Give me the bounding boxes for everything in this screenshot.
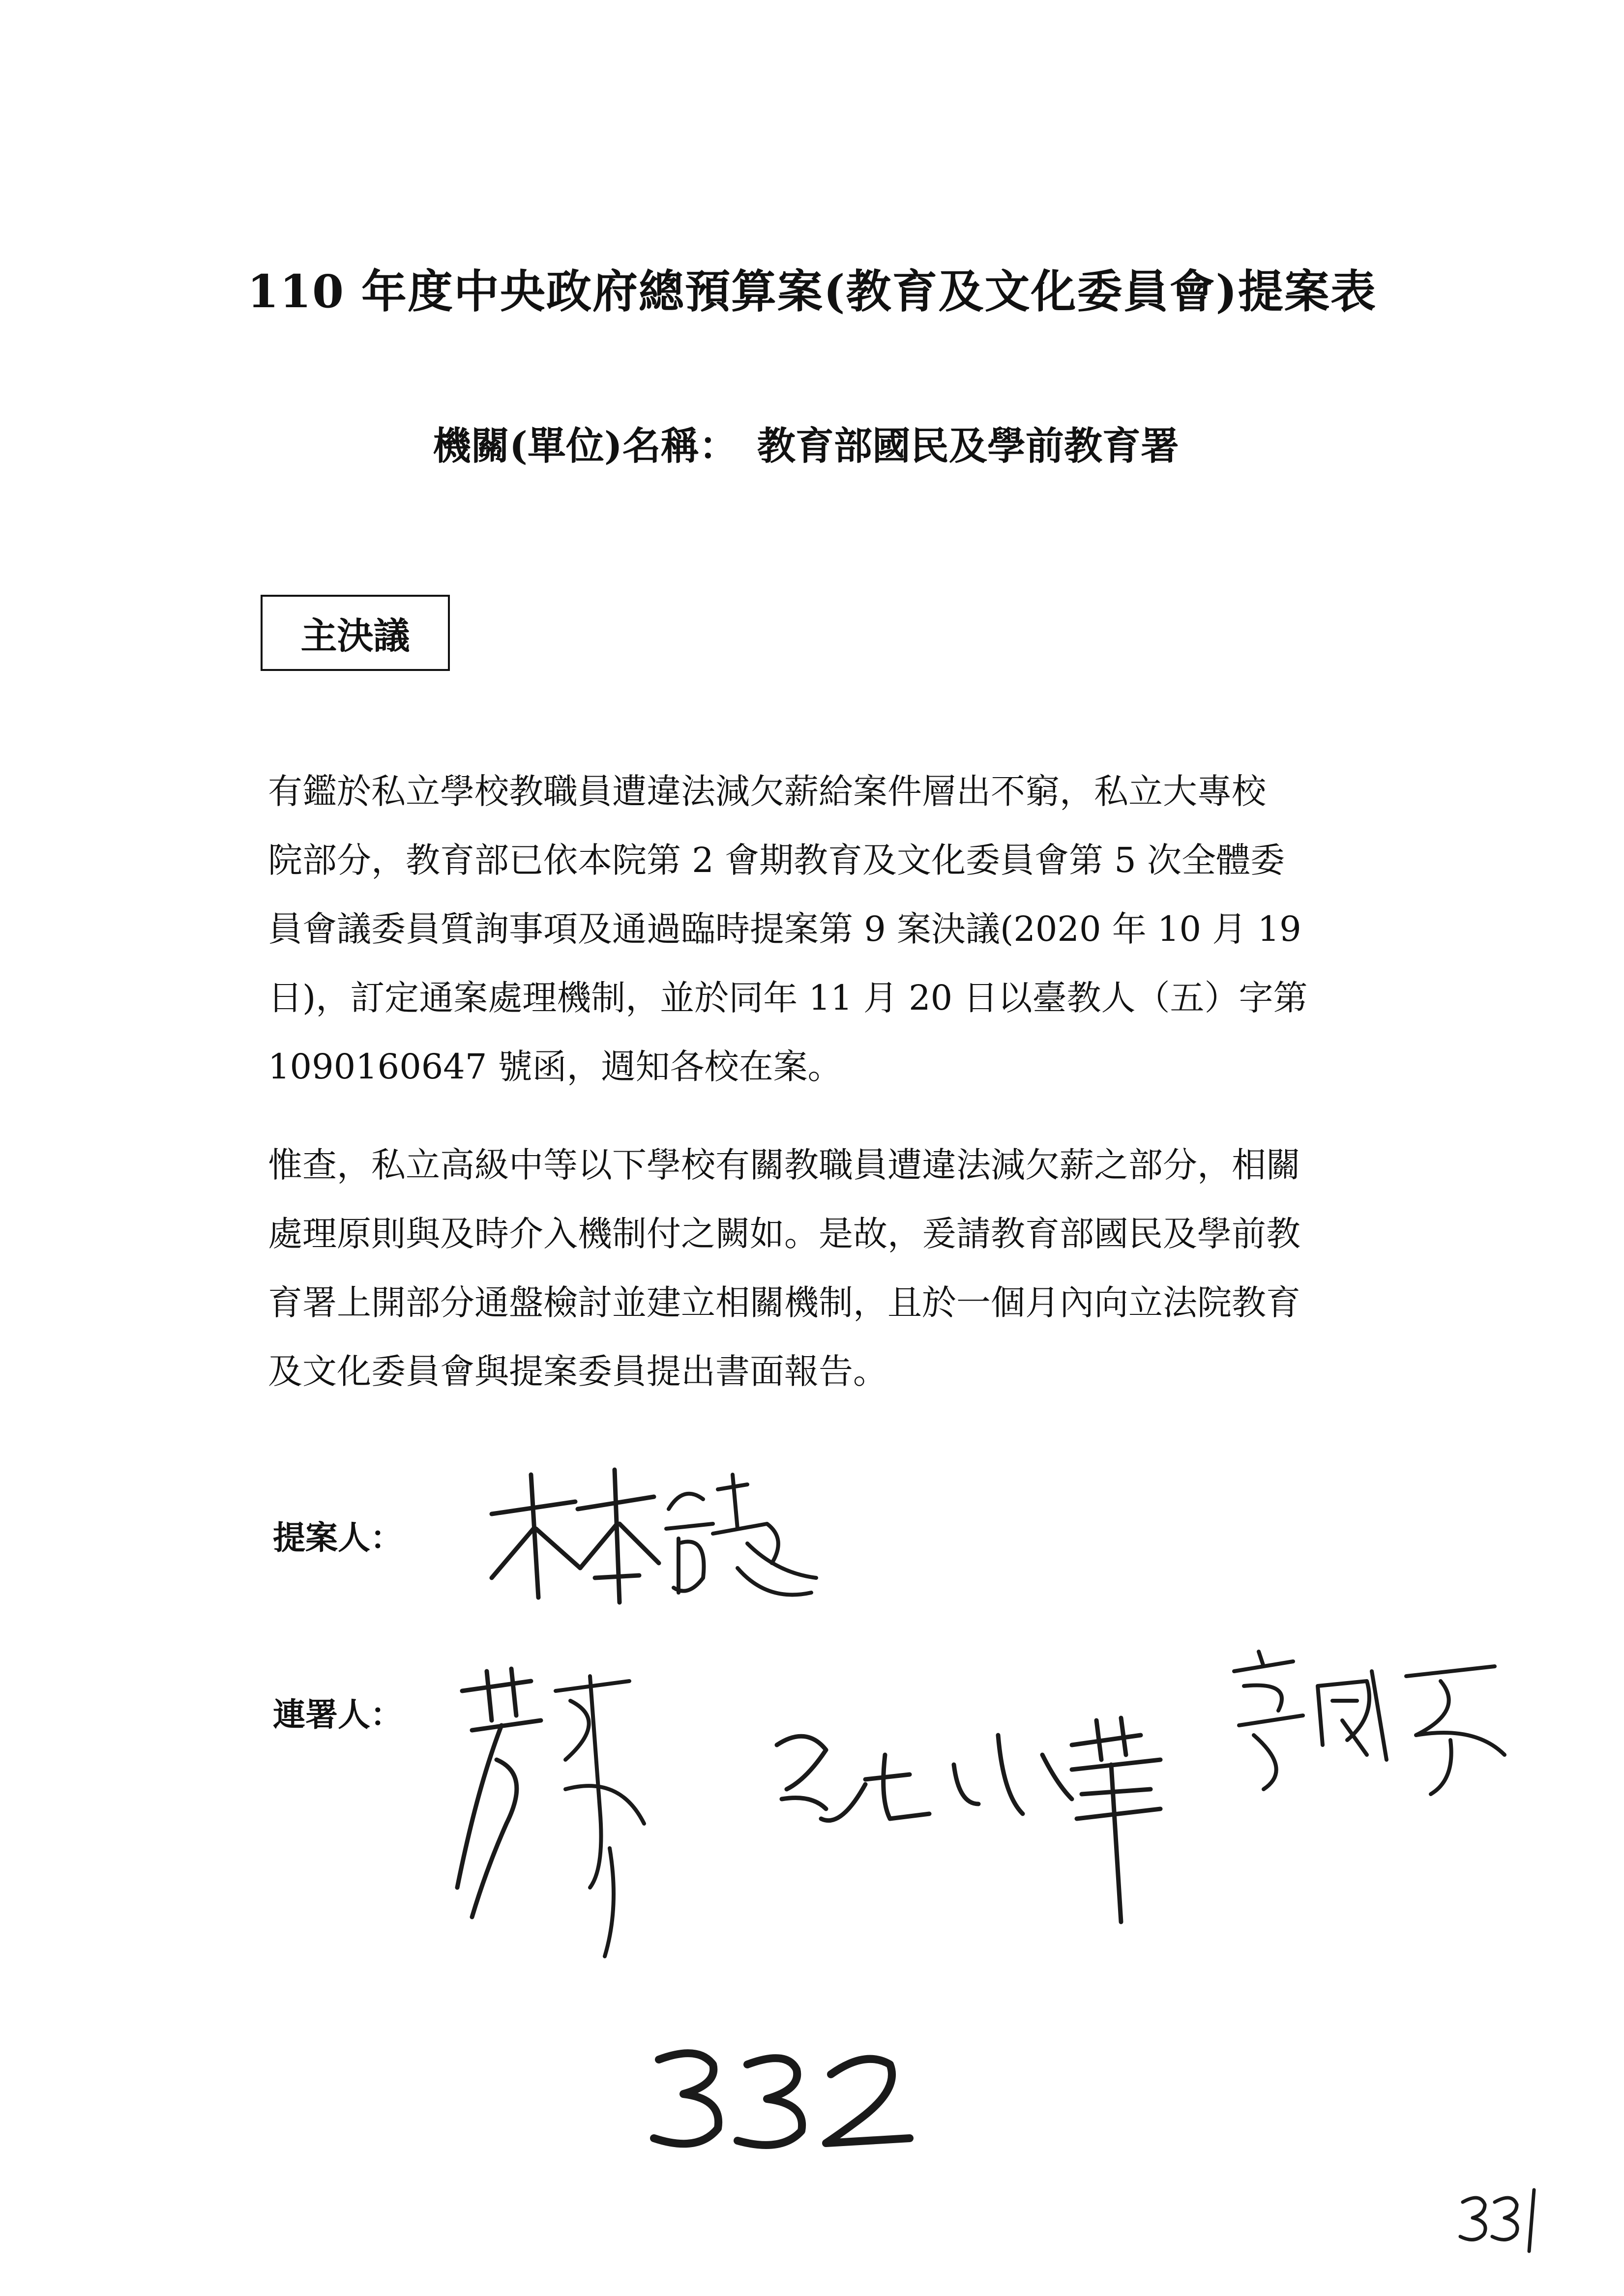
cosigner-label: 連署人：: [273, 1695, 403, 1734]
paragraph-1-line: 員會議委員質詢事項及通過臨時提案第 9 案決議(2020 年 10 月 19: [268, 909, 1301, 949]
cosigner-signature-3: [1219, 1642, 1514, 1804]
agency-line: [433, 415, 1179, 470]
cosigner-signature-2: [767, 1706, 1200, 1932]
proposer-signature: [472, 1455, 826, 1617]
paragraph-1-line: 有鑑於私立學校教職員遭違法減欠薪給案件層出不窮，私立大專校: [268, 771, 1266, 812]
paragraph-1-line: 日)，訂定通案處理機制，並於同年 11 月 20 日以臺教人（五）字第: [268, 978, 1308, 1018]
paragraph-1: [268, 757, 1364, 1101]
paragraph-1-line: 1090160647 號函，週知各校在案。: [268, 1046, 842, 1087]
section-heading: 主決議: [300, 614, 410, 657]
paragraph-2-line: 處理原則與及時介入機制付之闕如。是故，爰請教育部國民及學前教: [268, 1214, 1300, 1254]
paragraph-1-line: 院部分，教育部已依本院第 2 會期教育及文化委員會第 5 次全體委: [268, 840, 1285, 880]
handwritten-page-number-331: [1455, 2182, 1554, 2256]
cosigner-signature-1: [443, 1661, 669, 1976]
section-heading-box: [261, 595, 450, 671]
paragraph-2-line: 惟查，私立高級中等以下學校有關教職員遭違法減欠薪之部分，相關: [268, 1145, 1300, 1185]
agency-label: 機關(單位)名稱：: [433, 424, 738, 468]
proposer-label: 提案人：: [273, 1518, 403, 1557]
handwritten-number-332: [644, 2035, 919, 2158]
paragraph-2-line: 育署上開部分通盤檢討並建立相關機制，且於一個月內向立法院教育: [268, 1282, 1300, 1323]
paragraph-2-line: 及文化委員會與提案委員提出書面報告。: [268, 1351, 887, 1392]
agency-name: 教育部國民及學前教育署: [757, 424, 1179, 468]
document-title: 110 年度中央政府總預算案(教育及文化委員會)提案表: [247, 265, 1377, 318]
paragraph-2: [268, 1131, 1364, 1406]
